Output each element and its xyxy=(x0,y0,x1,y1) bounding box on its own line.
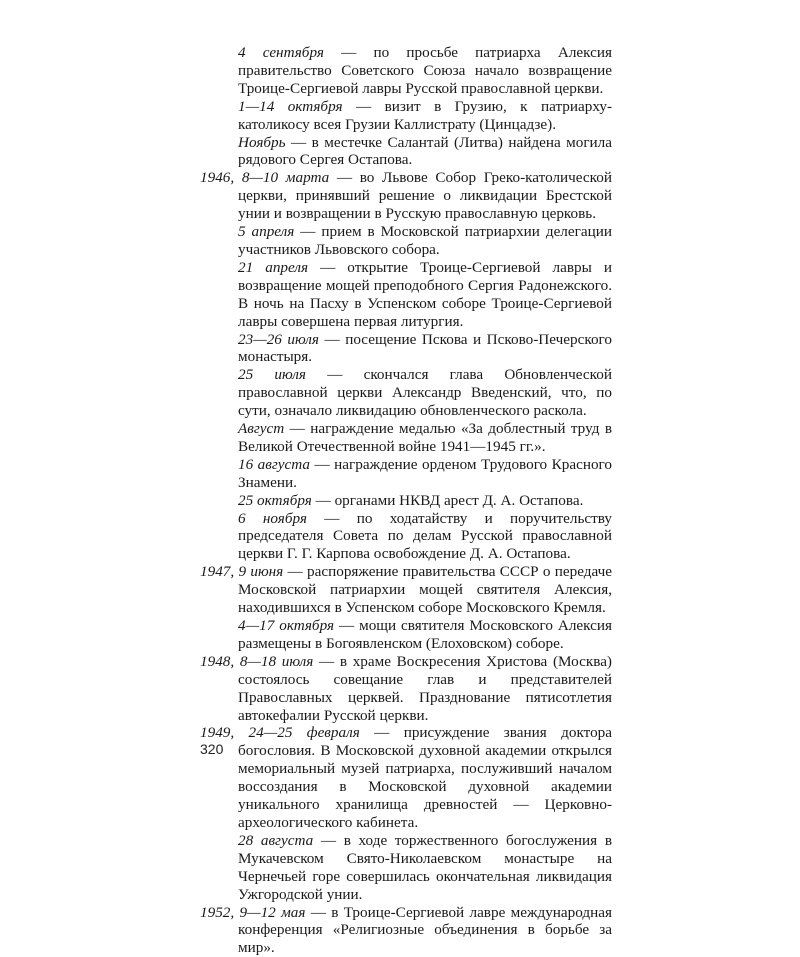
entry-text: — по ходатайству и поручительству председателя Совета по делам Русской православной церкви Г. Г. Карпова освобождение Д. А. Остапова. xyxy=(238,510,612,563)
chronology-entry xyxy=(200,98,612,134)
entry-date: Ноябрь xyxy=(238,134,286,151)
entry-date: 16 августа xyxy=(238,456,310,473)
chronology-entry xyxy=(200,331,612,367)
entry-date: 28 августа xyxy=(238,832,313,849)
chronology-entry xyxy=(200,44,612,98)
entry-date: 1—14 октября xyxy=(238,98,343,115)
entry-date: 1948, 8—18 июля xyxy=(200,653,313,670)
chronology-entry xyxy=(200,366,612,420)
entry-text: — во Львове Собор Греко-католической церкви, принявший решение о ликвидации Брестской унии и возвращении в Русскую православную церковь. xyxy=(238,169,612,222)
chronology-entry xyxy=(200,724,612,831)
entry-text: — в местечке Салантай (Литва) найдена могила рядового Сергея Остапова. xyxy=(238,134,612,169)
chronology-entry xyxy=(200,904,612,957)
entry-date: 1949, 24—25 февраля xyxy=(200,724,360,741)
entry-text: — органами НКВД арест Д. А. Остапова. xyxy=(312,492,584,509)
entry-text: — присуждение звания доктора богословия. В Московской духовной академии открылся мемориальный музей патриарха, послуживший началом воссоздания в Московской духовной академии уникального хранилища древностей — Церковно-археологического кабинета. xyxy=(238,724,612,831)
entry-text: — визит в Грузию, к патриарху-католикосу всея Грузии Каллистрату (Цинцадзе). xyxy=(238,98,612,133)
entry-text: — распоряжение правительства СССР о передаче Московской патриархии мощей святителя Алексия, находившихся в Успенском соборе Московского Кремля. xyxy=(238,563,612,616)
entry-text: — скончался глава Обновленческой православной церкви Александр Введенский, что, по сути, означало ликвидацию обновленческого раскола. xyxy=(238,366,612,419)
chronology-entry xyxy=(200,510,612,564)
chronology-entry xyxy=(200,420,612,456)
entry-date: 21 апреля xyxy=(238,259,308,276)
chronology-entry xyxy=(200,563,612,617)
entry-date: 23—26 июля xyxy=(238,331,319,348)
entry-text: — награждение медалью «За доблестный труд в Великой Отечественной войне 1941—1945 гг.». xyxy=(238,420,612,455)
chronology-entry xyxy=(200,617,612,653)
entry-date: 6 ноября xyxy=(238,510,307,527)
chronology-entry xyxy=(200,653,612,725)
entry-date: 25 октября xyxy=(238,492,312,509)
entry-date: 4—17 октября xyxy=(238,617,334,634)
chronology-entry xyxy=(200,832,612,904)
chronology-entry xyxy=(200,223,612,259)
chronology-column xyxy=(200,44,612,957)
entry-date: 1946, 8—10 марта xyxy=(200,169,329,186)
entry-text: — награждение орденом Трудового Красного Знамени. xyxy=(238,456,612,491)
entry-text: — в Троице-Сергиевой лавре международная конференция «Религиозные объединения в борьбе за мир». xyxy=(238,904,612,957)
entry-date: 25 июля xyxy=(238,366,306,383)
entry-text: — открытие Троице-Сергиевой лавры и возвращение мощей преподобного Сергия Радонежского. В ночь на Пасху в Успенском соборе Троице-Сергиевой лавры совершена первая литургия. xyxy=(238,259,612,330)
entry-date: 1947, 9 июня xyxy=(200,563,283,580)
entry-text: — в храме Воскресения Христова (Москва) состоялось совещание глав и представителей Православных церквей. Празднование пятисотлетия автокефалии Русской церкви. xyxy=(238,653,612,724)
entry-date: 5 апреля xyxy=(238,223,294,240)
entry-date: 4 сентября xyxy=(238,44,324,61)
entry-text: — посещение Пскова и Псково-Печерского монастыря. xyxy=(238,331,612,366)
entry-date: 1952, 9—12 мая xyxy=(200,904,305,921)
entry-date: Август xyxy=(238,420,284,437)
chronology-entry xyxy=(200,259,612,331)
entry-text: — прием в Московской патриархии делегации участников Львовского собора. xyxy=(238,223,612,258)
entry-text: — в ходе торжественного богослужения в Мукачевском Свято-Николаевском монастыре на Чернечьей горе совершилась окончательная ликвидация Ужгородской унии. xyxy=(238,832,612,903)
entry-text: — мощи святителя Московского Алексия размещены в Богоявленском (Елоховском) соборе. xyxy=(238,617,612,652)
page-number: 320 xyxy=(200,741,223,757)
chronology-entry xyxy=(200,456,612,492)
chronology-entry xyxy=(200,134,612,170)
chronology-entry xyxy=(200,169,612,223)
entry-text: — по просьбе патриарха Алексия правительство Советского Союза начало возвращение Троице-Сергиевой лавры Русской православной церкви. xyxy=(238,44,612,97)
chronology-entry xyxy=(200,492,612,510)
